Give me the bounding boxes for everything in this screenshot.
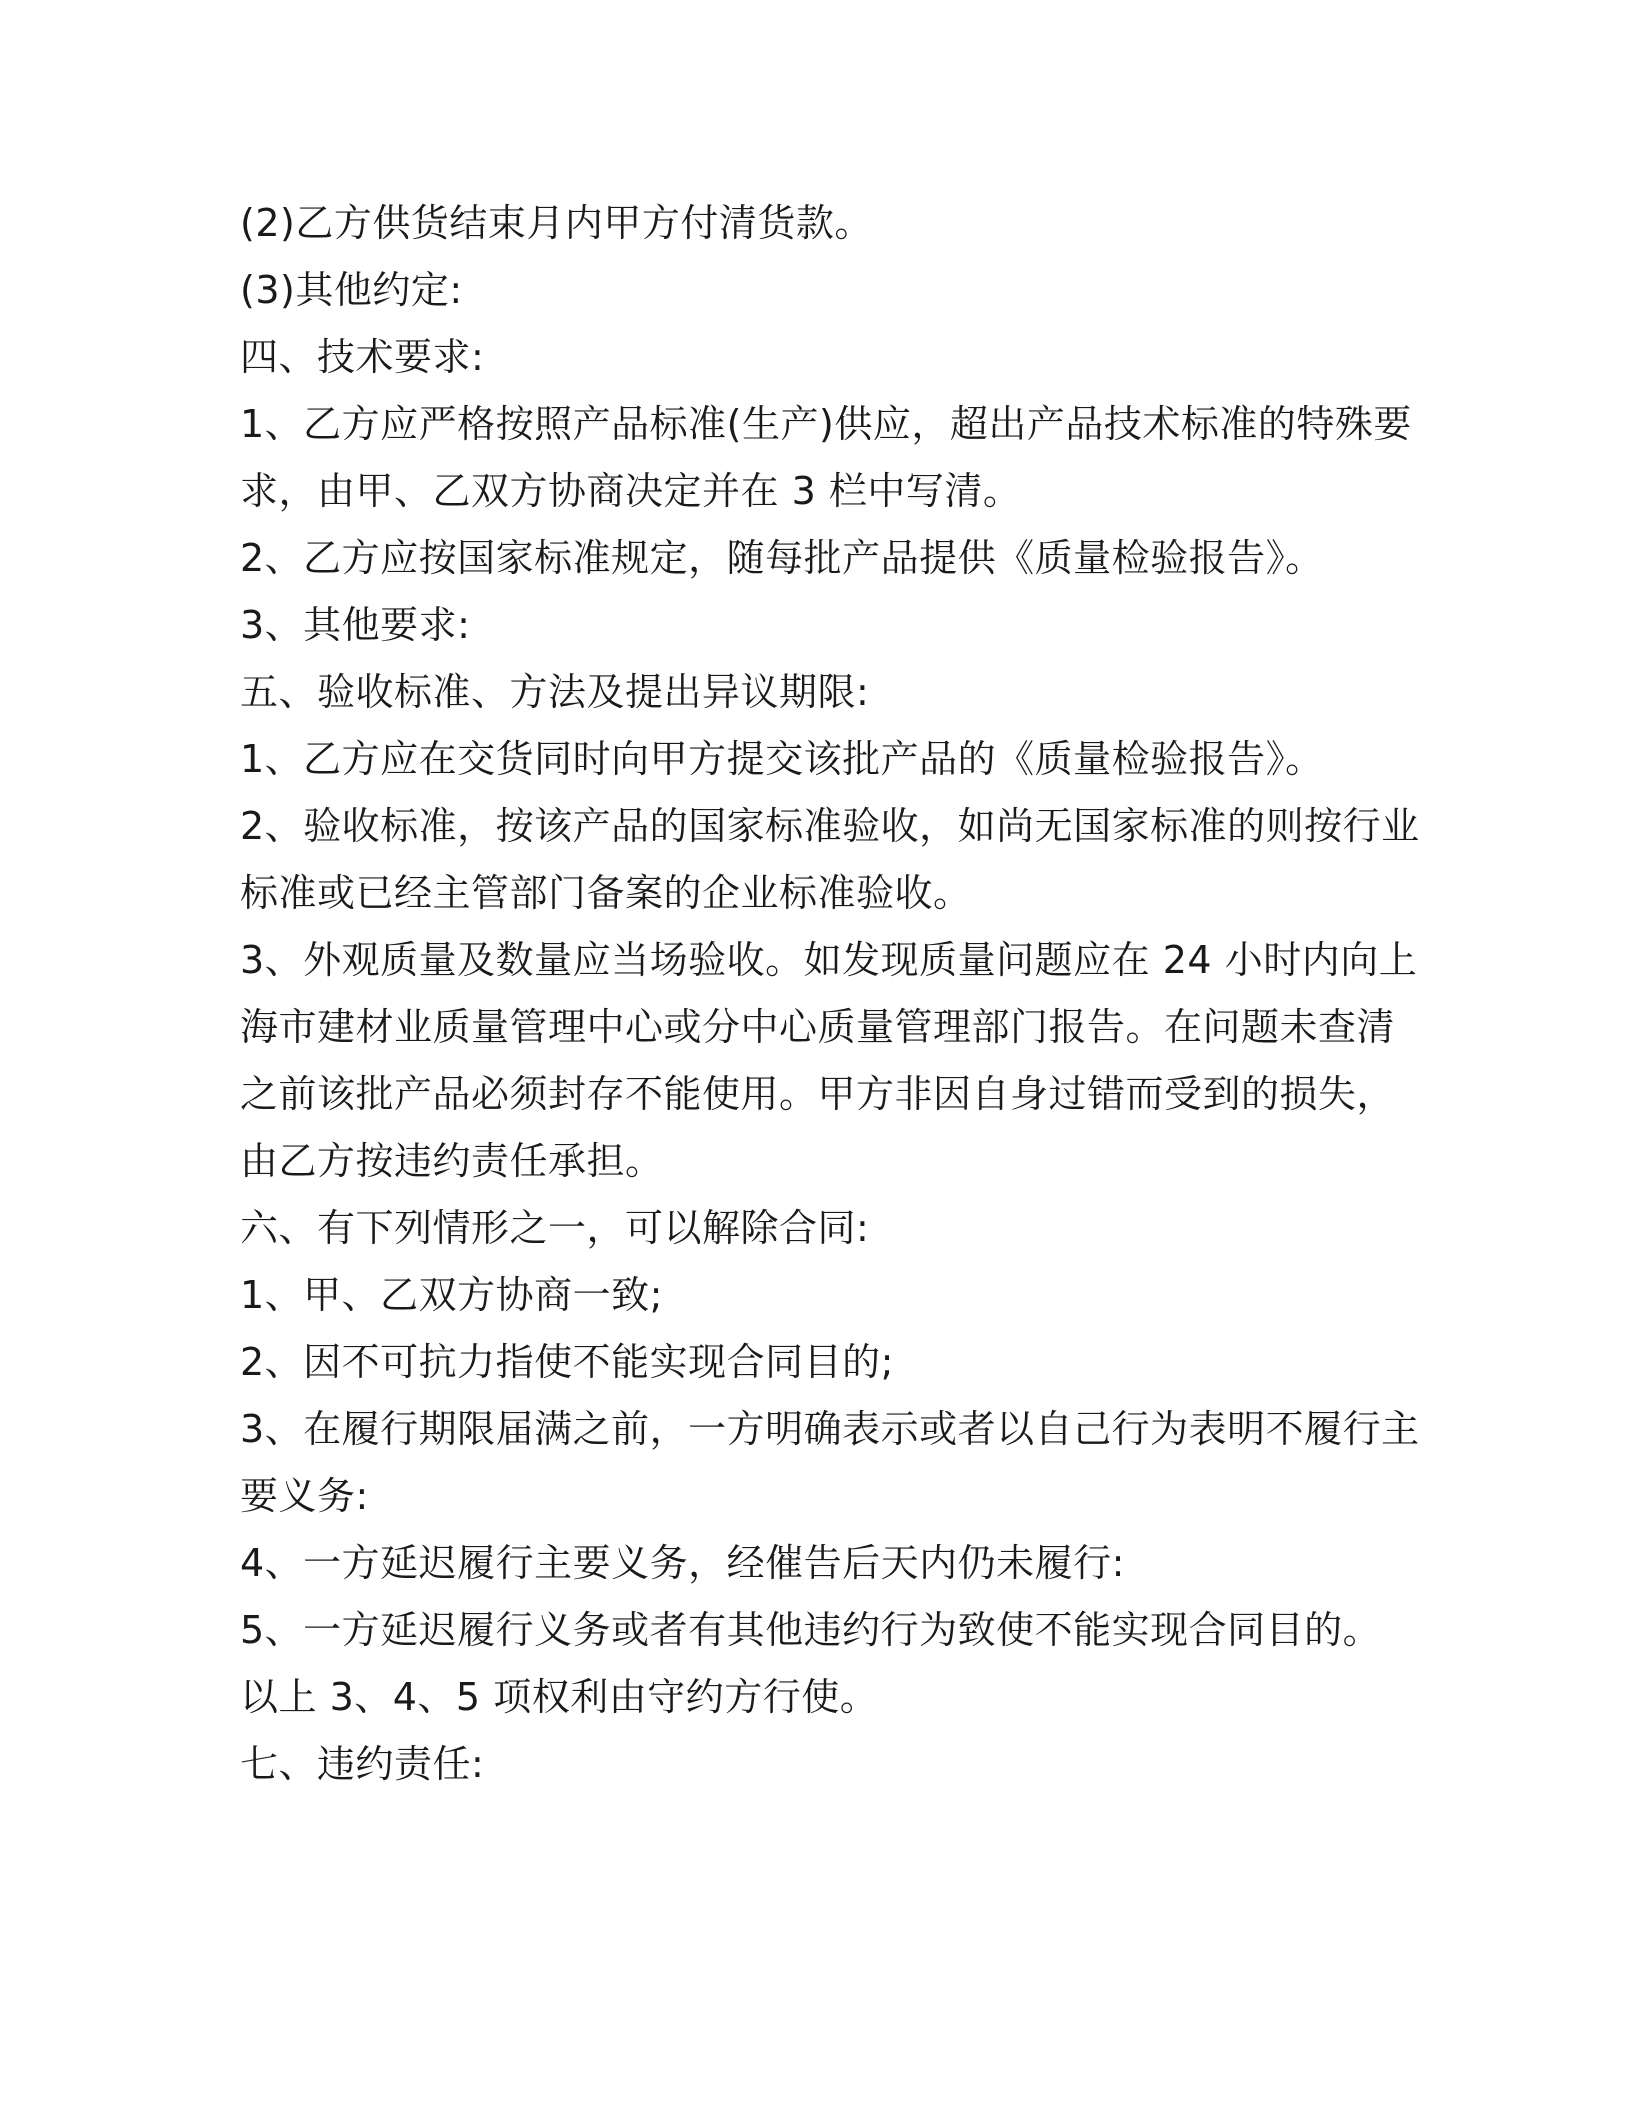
text-line: 5、一方延迟履行义务或者有其他违约行为致使不能实现合同目的。 <box>240 1608 1382 1652</box>
document-body <box>240 190 1420 1798</box>
text-line: 2、因不可抗力指使不能实现合同目的; <box>240 1340 894 1384</box>
text-line: 3、外观质量及数量应当场验收。如发现质量问题应在 24 小时内向上 <box>240 938 1418 982</box>
text-line: 要义务: <box>240 1474 369 1518</box>
text-line: 2、乙方应按国家标准规定，随每批产品提供《质量检验报告》。 <box>240 536 1324 580</box>
section-heading: 四、技术要求: <box>240 335 485 379</box>
text-line: 标准或已经主管部门备案的企业标准验收。 <box>240 871 972 915</box>
section-heading: 六、有下列情形之一，可以解除合同: <box>240 1206 870 1250</box>
text-line: 3、其他要求: <box>240 603 471 647</box>
text-line: 之前该批产品必须封存不能使用。甲方非因自身过错而受到的损失， <box>240 1072 1396 1116</box>
section-heading: 七、违约责任: <box>240 1742 485 1786</box>
text-line: 1、甲、乙双方协商一致; <box>240 1273 663 1317</box>
text-line: 由乙方按违约责任承担。 <box>240 1139 664 1183</box>
text-line: 2、验收标准，按该产品的国家标准验收，如尚无国家标准的则按行业 <box>240 804 1420 848</box>
text-line: (3)其他约定: <box>240 268 463 312</box>
section-heading: 五、验收标准、方法及提出异议期限: <box>240 670 870 714</box>
text-line: 以上 3、4、5 项权利由守约方行使。 <box>240 1675 879 1719</box>
text-line: 3、在履行期限届满之前，一方明确表示或者以自己行为表明不履行主 <box>240 1407 1420 1451</box>
text-line: (2)乙方供货结束月内甲方付清货款。 <box>240 201 873 245</box>
text-line: 海市建材业质量管理中心或分中心质量管理部门报告。在问题未查清 <box>240 1005 1396 1049</box>
text-line: 求，由甲、乙双方协商决定并在 3 栏中写清。 <box>240 469 1022 513</box>
text-line: 1、乙方应严格按照产品标准(生产)供应，超出产品技术标准的特殊要 <box>240 402 1412 446</box>
text-line: 1、乙方应在交货同时向甲方提交该批产品的《质量检验报告》。 <box>240 737 1324 781</box>
text-line: 4、一方延迟履行主要义务，经催告后天内仍未履行: <box>240 1541 1125 1585</box>
